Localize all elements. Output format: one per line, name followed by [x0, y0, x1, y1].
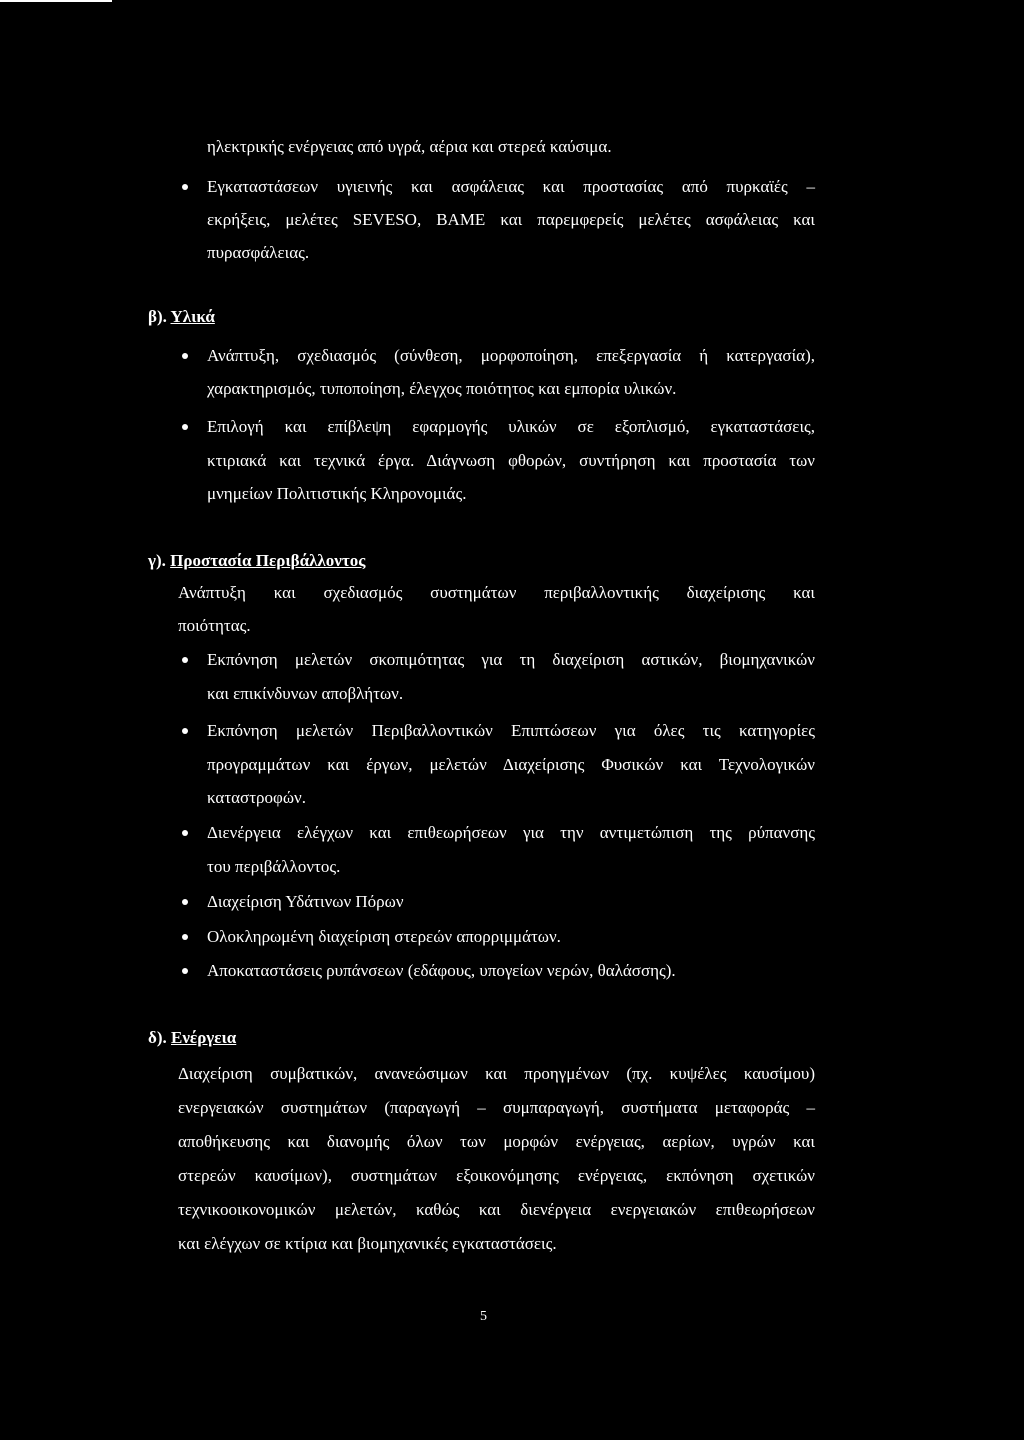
section-label: δ).: [148, 1028, 167, 1047]
text-line: Ανάπτυξη και σχεδιασμός συστημάτων περιβαλλοντικής διαχείρισης και: [178, 583, 815, 602]
text-line: Αποκαταστάσεις ρυπάνσεων (εδάφους, υπογείων νερών, θαλάσσης).: [207, 961, 676, 980]
text-line: καταστροφών.: [207, 788, 306, 807]
text-line: πυρασφάλειας.: [207, 243, 310, 262]
text-line: Ολοκληρωμένη διαχείριση στερεών απορριμμάτων.: [207, 927, 561, 946]
bullet-icon: [182, 728, 188, 734]
bullet-icon: [182, 968, 188, 974]
page-number: 5: [480, 1309, 487, 1324]
top-edge-bar: [0, 0, 112, 2]
text-line: και ελέγχων σε κτίρια και βιομηχανικές εγκαταστάσεις.: [178, 1234, 557, 1253]
bullet-icon: [182, 657, 188, 663]
text-line: Εγκαταστάσεων υγιεινής και ασφάλειας και προστασίας από πυρκαϊές –: [207, 177, 815, 196]
text-line: τεχνικοοικονομικών μελετών, καθώς και διενέργεια ενεργειακών επιθεωρήσεων: [178, 1200, 815, 1219]
text-line: Ανάπτυξη, σχεδιασμός (σύνθεση, μορφοποίηση, επεξεργασία ή κατεργασία),: [207, 346, 815, 365]
section-label: β).: [148, 307, 167, 326]
text-line: Διενέργεια ελέγχων και επιθεωρήσεων για την αντιμετώπιση της ρύπανσης: [207, 823, 815, 842]
text-line: και επικίνδυνων αποβλήτων.: [207, 684, 404, 703]
text-line: εκρήξεις, μελέτες SEVESO, ΒΑΜΕ και παρεμφερείς μελέτες ασφάλειας και: [207, 210, 815, 229]
text-line: αποθήκευσης και διανομής όλων των μορφών ενέργειας, αερίων, υγρών και: [178, 1132, 815, 1151]
text-line: Εκπόνηση μελετών Περιβαλλοντικών Επιπτώσεων για όλες τις κατηγορίες: [207, 721, 815, 740]
bullet-icon: [182, 424, 188, 430]
bullet-icon: [182, 934, 188, 940]
text-line: ποιότητας.: [178, 616, 251, 635]
section-heading-energy: [148, 1028, 236, 1048]
section-title: Υλικά: [170, 307, 215, 326]
text-line: προγραμμάτων και έργων, μελετών Διαχείρισης Φυσικών και Τεχνολογικών: [207, 755, 815, 774]
text-line: Διαχείριση Υδάτινων Πόρων: [207, 892, 404, 911]
text-line: στερεών καυσίμων), συστημάτων εξοικονόμησης ενέργειας, εκπόνηση σχετικών: [178, 1166, 815, 1185]
section-title: Ενέργεια: [171, 1028, 237, 1047]
text-line: Διαχείριση συμβατικών, ανανεώσιμων και προηγμένων (πχ. κυψέλες καυσίμου): [178, 1064, 815, 1083]
section-heading-environment: [148, 551, 365, 571]
text-line: Επιλογή και επίβλεψη εφαρμογής υλικών σε εξοπλισμό, εγκαταστάσεις,: [207, 417, 815, 436]
text-line: Εκπόνηση μελετών σκοπιμότητας για τη διαχείριση αστικών, βιομηχανικών: [207, 650, 815, 669]
bullet-icon: [182, 353, 188, 359]
section-heading-materials: [148, 307, 215, 327]
text-line: μνημείων Πολιτιστικής Κληρονομιάς.: [207, 484, 467, 503]
text-line: του περιβάλλοντος.: [207, 857, 341, 876]
bullet-icon: [182, 899, 188, 905]
section-label: γ).: [148, 551, 166, 570]
text-line: ηλεκτρικής ενέργειας από υγρά, αέρια και στερεά καύσιμα.: [207, 137, 612, 156]
text-line: κτιριακά και τεχνικά έργα. Διάγνωση φθορών, συντήρηση και προστασία των: [207, 451, 815, 470]
text-line: ενεργειακών συστημάτων (παραγωγή – συμπαραγωγή, συστήματα μεταφοράς –: [178, 1098, 815, 1117]
text-line: χαρακτηρισμός, τυποποίηση, έλεγχος ποιότητος και εμπορία υλικών.: [207, 379, 677, 398]
section-title: Προστασία Περιβάλλοντος: [170, 551, 366, 570]
bullet-icon: [182, 830, 188, 836]
bullet-icon: [182, 184, 188, 190]
